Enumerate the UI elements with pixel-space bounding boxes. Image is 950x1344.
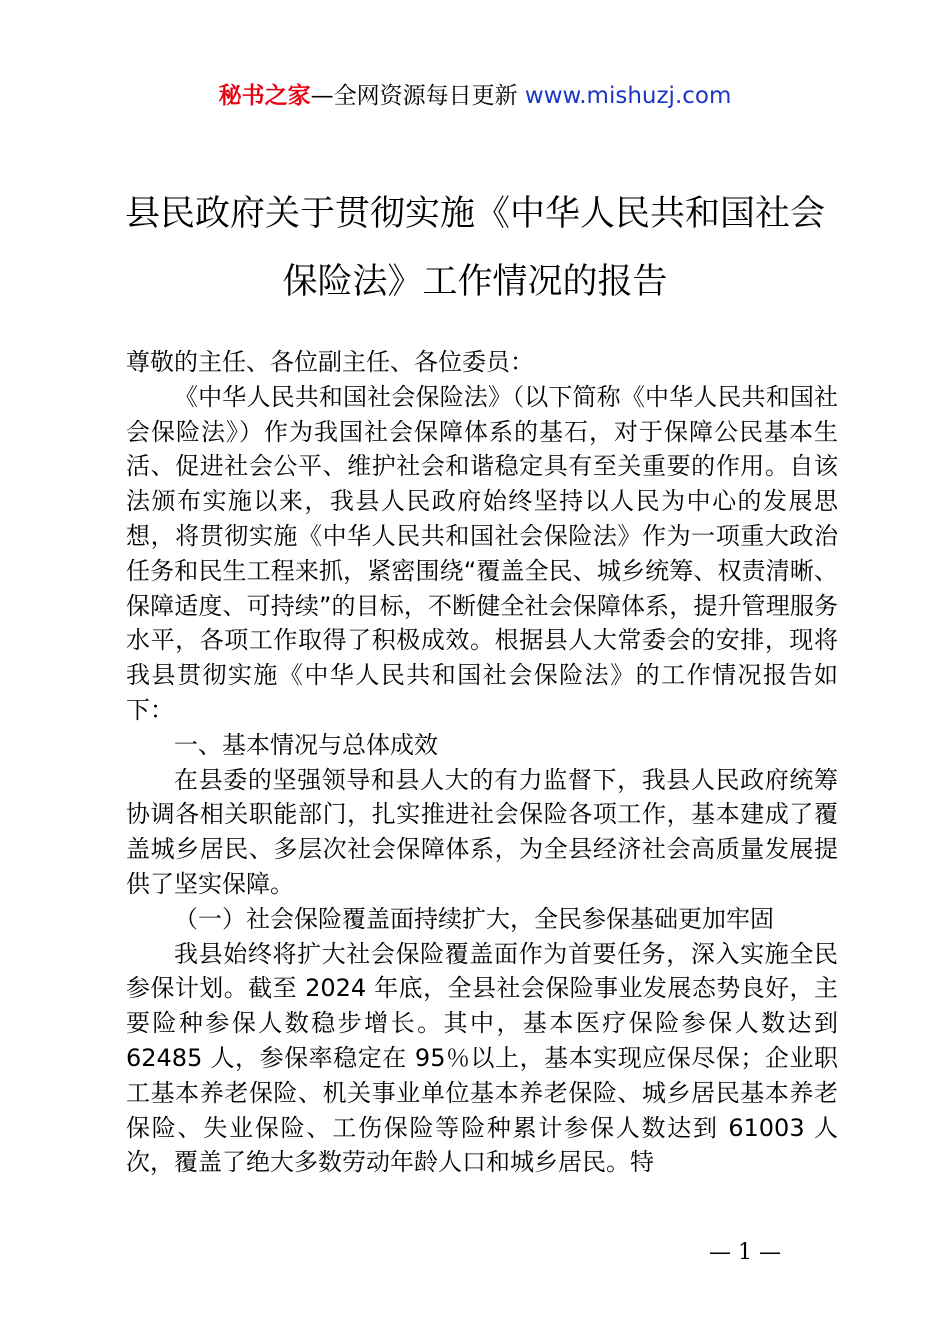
- subsection-heading-1: （一）社会保险覆盖面持续扩大，全民参保基础更加牢固: [174, 904, 774, 933]
- section-heading-1: 一、基本情况与总体成效: [174, 730, 438, 759]
- page-number: — 1 —: [709, 1240, 781, 1265]
- site-header: [0, 80, 950, 112]
- title-line-1: 县民政府关于贯彻实施《中华人民共和国社会: [124, 194, 825, 234]
- document-body: [126, 345, 838, 1180]
- salutation: 尊敬的主任、各位副主任、各位委员：: [126, 348, 534, 376]
- site-url: www.mishuzj.com: [524, 83, 732, 109]
- paragraph-overview: 在县委的坚强领导和县人大的有力监督下，我县人民政府统筹协调各相关职能部门，扎实推进社会保险各项工作，基本建成了覆盖城乡居民、多层次社会保障体系，为全县经济社会高质量发展提供了坚实保障。: [126, 765, 838, 898]
- paragraph-coverage: 我县始终将扩大社会保险覆盖面作为首要任务，深入实施全民参保计划。截至 2024 年底，全县社会保险事业发展态势良好，主要险种参保人数稳步增长。其中，基本医疗保险参保人数达到 62485 人，参保率稳定在 95％以上，基本实现应保尽保；企业职工基本养老保险、机关事业单位基本养老保险、城乡居民基本养老保险、失业保险、工伤保险等险种累计参保人数达到 61003 人次，覆盖了绝大多数劳动年龄人口和城乡居民。特: [126, 939, 838, 1177]
- paragraph-intro: 《中华人民共和国社会保险法》（以下简称《中华人民共和国社会保险法》）作为我国社会保障体系的基石，对于保障公民基本生活、促进社会公平、维护社会和谐稳定具有至关重要的作用。自该法颁布实施以来，我县人民政府始终坚持以人民为中心的发展思想，将贯彻实施《中华人民共和国社会保险法》作为一项重大政治任务和民生工程来抓，紧密围绕“覆盖全民、城乡统筹、权责清晰、保障适度、可持续”的目标，不断健全社会保障体系，提升管理服务水平，各项工作取得了积极成效。根据县人大常委会的安排，现将我县贯彻实施《中华人民共和国社会保险法》的工作情况报告如下：: [126, 382, 838, 724]
- document-title: [100, 180, 850, 316]
- brand-name: 秘书之家: [218, 83, 311, 109]
- title-line-2: 保险法》工作情况的报告: [282, 262, 668, 302]
- header-slogan: —全网资源每日更新: [310, 83, 525, 109]
